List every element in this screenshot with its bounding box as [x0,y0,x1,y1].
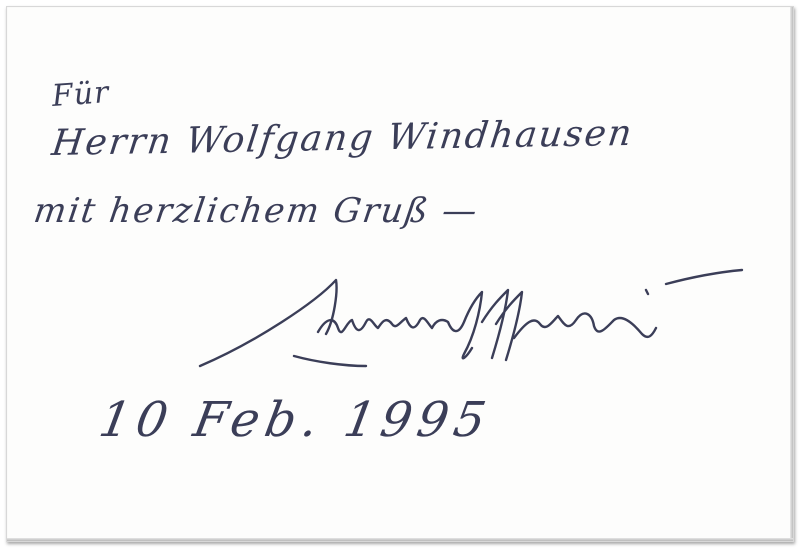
date-text: 10 Feb. 1995 [95,392,496,448]
signature-tall-strokes [482,290,522,360]
closing-text: mit herzlichem Gruß — [31,191,482,231]
signature-underline [294,356,366,366]
signature-loops [318,292,482,358]
signature-upper-dash [666,270,742,284]
card-edge-right [790,7,793,541]
recipient-name: Herrn Wolfgang Windhausen [49,112,636,164]
handwritten-signature-icon [196,262,748,382]
signature-lead-stroke [200,280,337,366]
signature-dot [646,290,648,294]
card-edge-bottom [7,538,793,541]
greeting-text: Für [50,75,111,114]
signature-tail [514,313,656,338]
